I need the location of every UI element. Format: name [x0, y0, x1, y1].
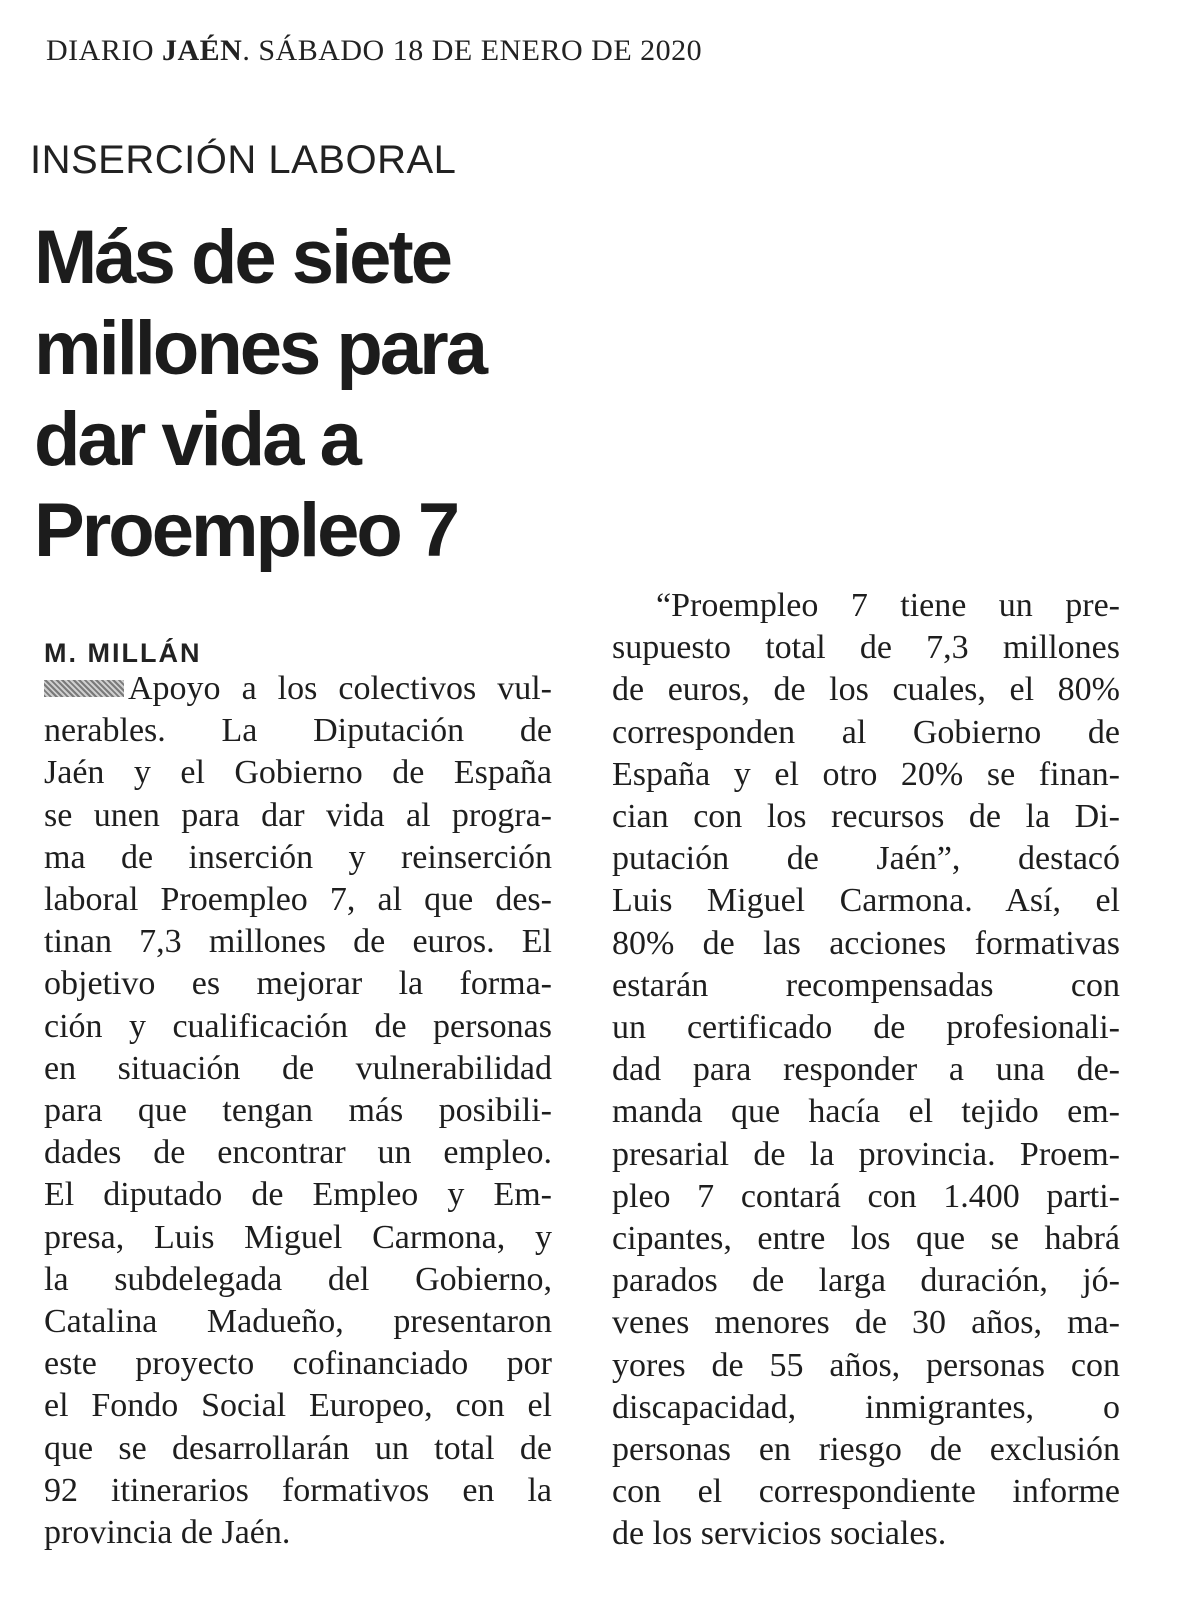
body-line: cipantes, entre los que se habrá [612, 1220, 1120, 1258]
page-header [46, 34, 702, 68]
body-line: este proyecto cofinanciado por [44, 1345, 552, 1383]
body-line: 80% de las acciones formativas [612, 924, 1120, 962]
body-line: presa, Luis Miguel Carmona, y [44, 1218, 552, 1256]
body-line [44, 668, 552, 710]
paper-prefix: DIARIO [46, 34, 162, 67]
body-line: El diputado de Empleo y Em- [44, 1176, 552, 1214]
headline-line: millones para [34, 306, 485, 391]
body-line: nerables. La Diputación de [44, 712, 552, 750]
body-line: “Proempleo 7 tiene un pre- [656, 587, 1120, 624]
body-line: putación de Jaén”, destacó [612, 840, 1120, 878]
body-line: provincia de Jaén. [44, 1514, 291, 1552]
article-column-left [44, 668, 552, 1554]
body-line: 92 itinerarios formativos en la [44, 1471, 552, 1509]
body-line: de los servicios sociales. [612, 1515, 947, 1553]
body-line: se unen para dar vida al progra- [44, 796, 552, 834]
body-line: para que tengan más posibili- [44, 1092, 552, 1130]
paper-name: JAÉN [162, 34, 243, 67]
body-line: pleo 7 contará con 1.400 parti- [612, 1177, 1120, 1215]
article-column-right [612, 585, 1120, 1556]
body-line: Catalina Madueño, presentaron [44, 1303, 552, 1341]
body-line: un certificado de profesionali- [612, 1009, 1120, 1047]
body-line: laboral Proempleo 7, al que des- [44, 881, 552, 919]
body-line: cian con los recursos de la Di- [612, 798, 1120, 836]
body-line: manda que hacía el tejido em- [612, 1093, 1120, 1131]
body-line: yores de 55 años, personas con [612, 1346, 1120, 1384]
body-line-text: Apoyo a los colectivos vul- [128, 670, 552, 707]
body-line: en situación de vulnerabilidad [44, 1049, 552, 1087]
body-line: dad para responder a una de- [612, 1051, 1120, 1089]
body-line: ma de inserción y reinserción [44, 838, 552, 876]
body-line: personas en riesgo de exclusión [612, 1431, 1120, 1469]
body-line: que se desarrollarán un total de [44, 1429, 552, 1467]
body-line: presarial de la provincia. Proem- [612, 1135, 1120, 1173]
body-line: con el correspondiente informe [612, 1473, 1120, 1511]
body-line: el Fondo Social Europeo, con el [44, 1387, 552, 1425]
body-line: Jaén y el Gobierno de España [44, 754, 552, 792]
body-line: venes menores de 30 años, ma- [612, 1304, 1120, 1342]
body-line: estarán recompensadas con [612, 966, 1120, 1004]
body-line: ción y cualificación de personas [44, 1007, 552, 1045]
lead-marker-bar [44, 680, 124, 697]
body-line: supuesto total de 7,3 millones [612, 629, 1120, 667]
body-line: Luis Miguel Carmona. Así, el [612, 882, 1120, 920]
headline-line: Más de siete [34, 215, 450, 300]
body-line: corresponden al Gobierno de [612, 713, 1120, 751]
body-line: la subdelegada del Gobierno, [44, 1260, 552, 1298]
body-line: tinan 7,3 millones de euros. El [44, 923, 552, 961]
issue-date: . SÁBADO 18 DE ENERO DE 2020 [242, 34, 703, 67]
body-line: objetivo es mejorar la forma- [44, 965, 552, 1003]
body-line: España y el otro 20% se finan- [612, 755, 1120, 793]
headline-line: dar vida a [34, 397, 359, 482]
body-line: discapacidad, inmigrantes, o [612, 1388, 1120, 1426]
headline [34, 212, 594, 576]
body-line: parados de larga duración, jó- [612, 1262, 1120, 1300]
headline-line: Proempleo 7 [34, 488, 458, 573]
byline: M. MILLÁN [44, 638, 202, 668]
section-label: INSERCIÓN LABORAL [30, 138, 457, 182]
body-line: de euros, de los cuales, el 80% [612, 671, 1120, 709]
body-line: dades de encontrar un empleo. [44, 1134, 552, 1172]
